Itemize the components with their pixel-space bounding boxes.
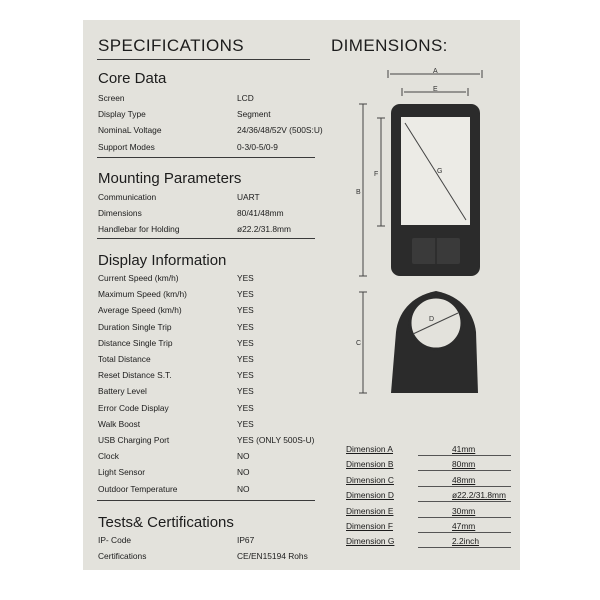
spec-label: Light Sensor bbox=[98, 467, 146, 478]
dimension-diagram bbox=[340, 60, 510, 405]
specifications-title: SPECIFICATIONS bbox=[98, 36, 245, 55]
section-title: Tests& Certifications bbox=[98, 514, 234, 531]
spec-value: Segment bbox=[237, 109, 271, 120]
spec-label: Current Speed (km/h) bbox=[98, 273, 179, 283]
section-title: Display Information bbox=[98, 252, 227, 269]
spec-label: Outdoor Temperature bbox=[98, 483, 178, 494]
spec-label: Duration Single Trip bbox=[98, 321, 172, 332]
dimension-value: 2.2inch bbox=[452, 536, 480, 547]
label-d: D bbox=[429, 316, 435, 323]
spec-label: Communication bbox=[98, 192, 157, 202]
dimension-label: Dimension C bbox=[346, 474, 394, 485]
spec-label: Display Type bbox=[98, 109, 146, 120]
spec-label: Certifications bbox=[98, 551, 147, 562]
spec-value: ø22.2/31.8mm bbox=[237, 224, 291, 235]
spec-value: 24/36/48/52V (500S:U) bbox=[237, 125, 323, 136]
dimension-row-line bbox=[418, 501, 511, 502]
spec-value: YES bbox=[237, 337, 254, 348]
spec-value: YES bbox=[237, 370, 254, 381]
spec-label: Support Modes bbox=[98, 141, 155, 152]
spec-value: 80/41/48mm bbox=[237, 208, 284, 219]
dimension-value: 41mm bbox=[452, 444, 476, 454]
spec-label: USB Charging Port bbox=[98, 435, 170, 445]
label-e: E bbox=[433, 86, 438, 93]
spec-value: YES bbox=[237, 289, 254, 300]
spec-label: Error Code Display bbox=[98, 402, 169, 413]
spec-label: Battery Level bbox=[98, 386, 147, 397]
spec-value: YES bbox=[237, 321, 254, 332]
spec-value: IP67 bbox=[237, 535, 255, 545]
spec-value: YES (ONLY 500S-U) bbox=[237, 435, 315, 445]
section-title: Core Data bbox=[98, 70, 167, 87]
spec-value: NO bbox=[237, 483, 250, 494]
section-title: Mounting Parameters bbox=[98, 170, 242, 187]
dimension-label: Dimension F bbox=[346, 521, 394, 531]
dimension-label: Dimension A bbox=[346, 444, 394, 454]
spec-value: YES bbox=[237, 354, 254, 364]
spec-value: NO bbox=[237, 451, 250, 462]
title-underline bbox=[97, 59, 310, 60]
dimension-row-line bbox=[418, 455, 511, 456]
dimension-value: ø22.2/31.8mm bbox=[452, 490, 506, 501]
label-f: F bbox=[374, 171, 379, 178]
dimension-label: Dimension G bbox=[346, 536, 395, 547]
spec-label: Screen bbox=[98, 93, 125, 103]
dimension-value: 47mm bbox=[452, 521, 476, 531]
spec-value: YES bbox=[237, 386, 254, 397]
dimension-value: 30mm bbox=[452, 505, 476, 516]
section-divider bbox=[97, 157, 315, 158]
section-divider bbox=[97, 238, 315, 239]
spec-label: Dimensions bbox=[98, 208, 142, 219]
spec-value: YES bbox=[237, 273, 254, 283]
dimension-row-line bbox=[418, 517, 511, 518]
spec-value: UART bbox=[237, 192, 260, 202]
label-a: A bbox=[433, 68, 438, 75]
spec-value: LCD bbox=[237, 93, 254, 103]
spec-label: Total Distance bbox=[98, 354, 151, 364]
dimension-row-line bbox=[418, 470, 511, 471]
label-b: B bbox=[356, 189, 361, 196]
spec-value: CE/EN15194 Rohs bbox=[237, 551, 308, 562]
label-c: C bbox=[356, 340, 362, 347]
dimension-value: 80mm bbox=[452, 459, 476, 470]
spec-label: Distance Single Trip bbox=[98, 337, 173, 348]
dimension-row-line bbox=[418, 486, 511, 487]
section-divider bbox=[97, 500, 315, 501]
spec-label: Maximum Speed (km/h) bbox=[98, 289, 187, 300]
dimension-label: Dimension E bbox=[346, 505, 394, 516]
spec-label: Average Speed (km/h) bbox=[98, 305, 182, 316]
spec-value: 0-3/0-5/0-9 bbox=[237, 141, 278, 152]
spec-label: Clock bbox=[98, 451, 119, 462]
dimension-value: 48mm bbox=[452, 474, 476, 485]
spec-value: YES bbox=[237, 402, 254, 413]
dimension-label: Dimension B bbox=[346, 459, 394, 470]
spec-value: YES bbox=[237, 305, 254, 316]
spec-value: NO bbox=[237, 467, 250, 478]
spec-label: IP- Code bbox=[98, 535, 132, 545]
spec-label: NominaL Voltage bbox=[98, 125, 162, 136]
label-g: G bbox=[437, 168, 443, 175]
dimension-row-line bbox=[418, 547, 511, 548]
spec-value: YES bbox=[237, 418, 254, 429]
spec-label: Walk Boost bbox=[98, 418, 141, 429]
dimension-row-line bbox=[418, 532, 511, 533]
spec-label: Reset Distance S.T. bbox=[98, 370, 172, 381]
dimensions-title: DIMENSIONS: bbox=[331, 36, 448, 55]
dimension-label: Dimension D bbox=[346, 490, 394, 501]
spec-label: Handlebar for Holding bbox=[98, 224, 180, 235]
